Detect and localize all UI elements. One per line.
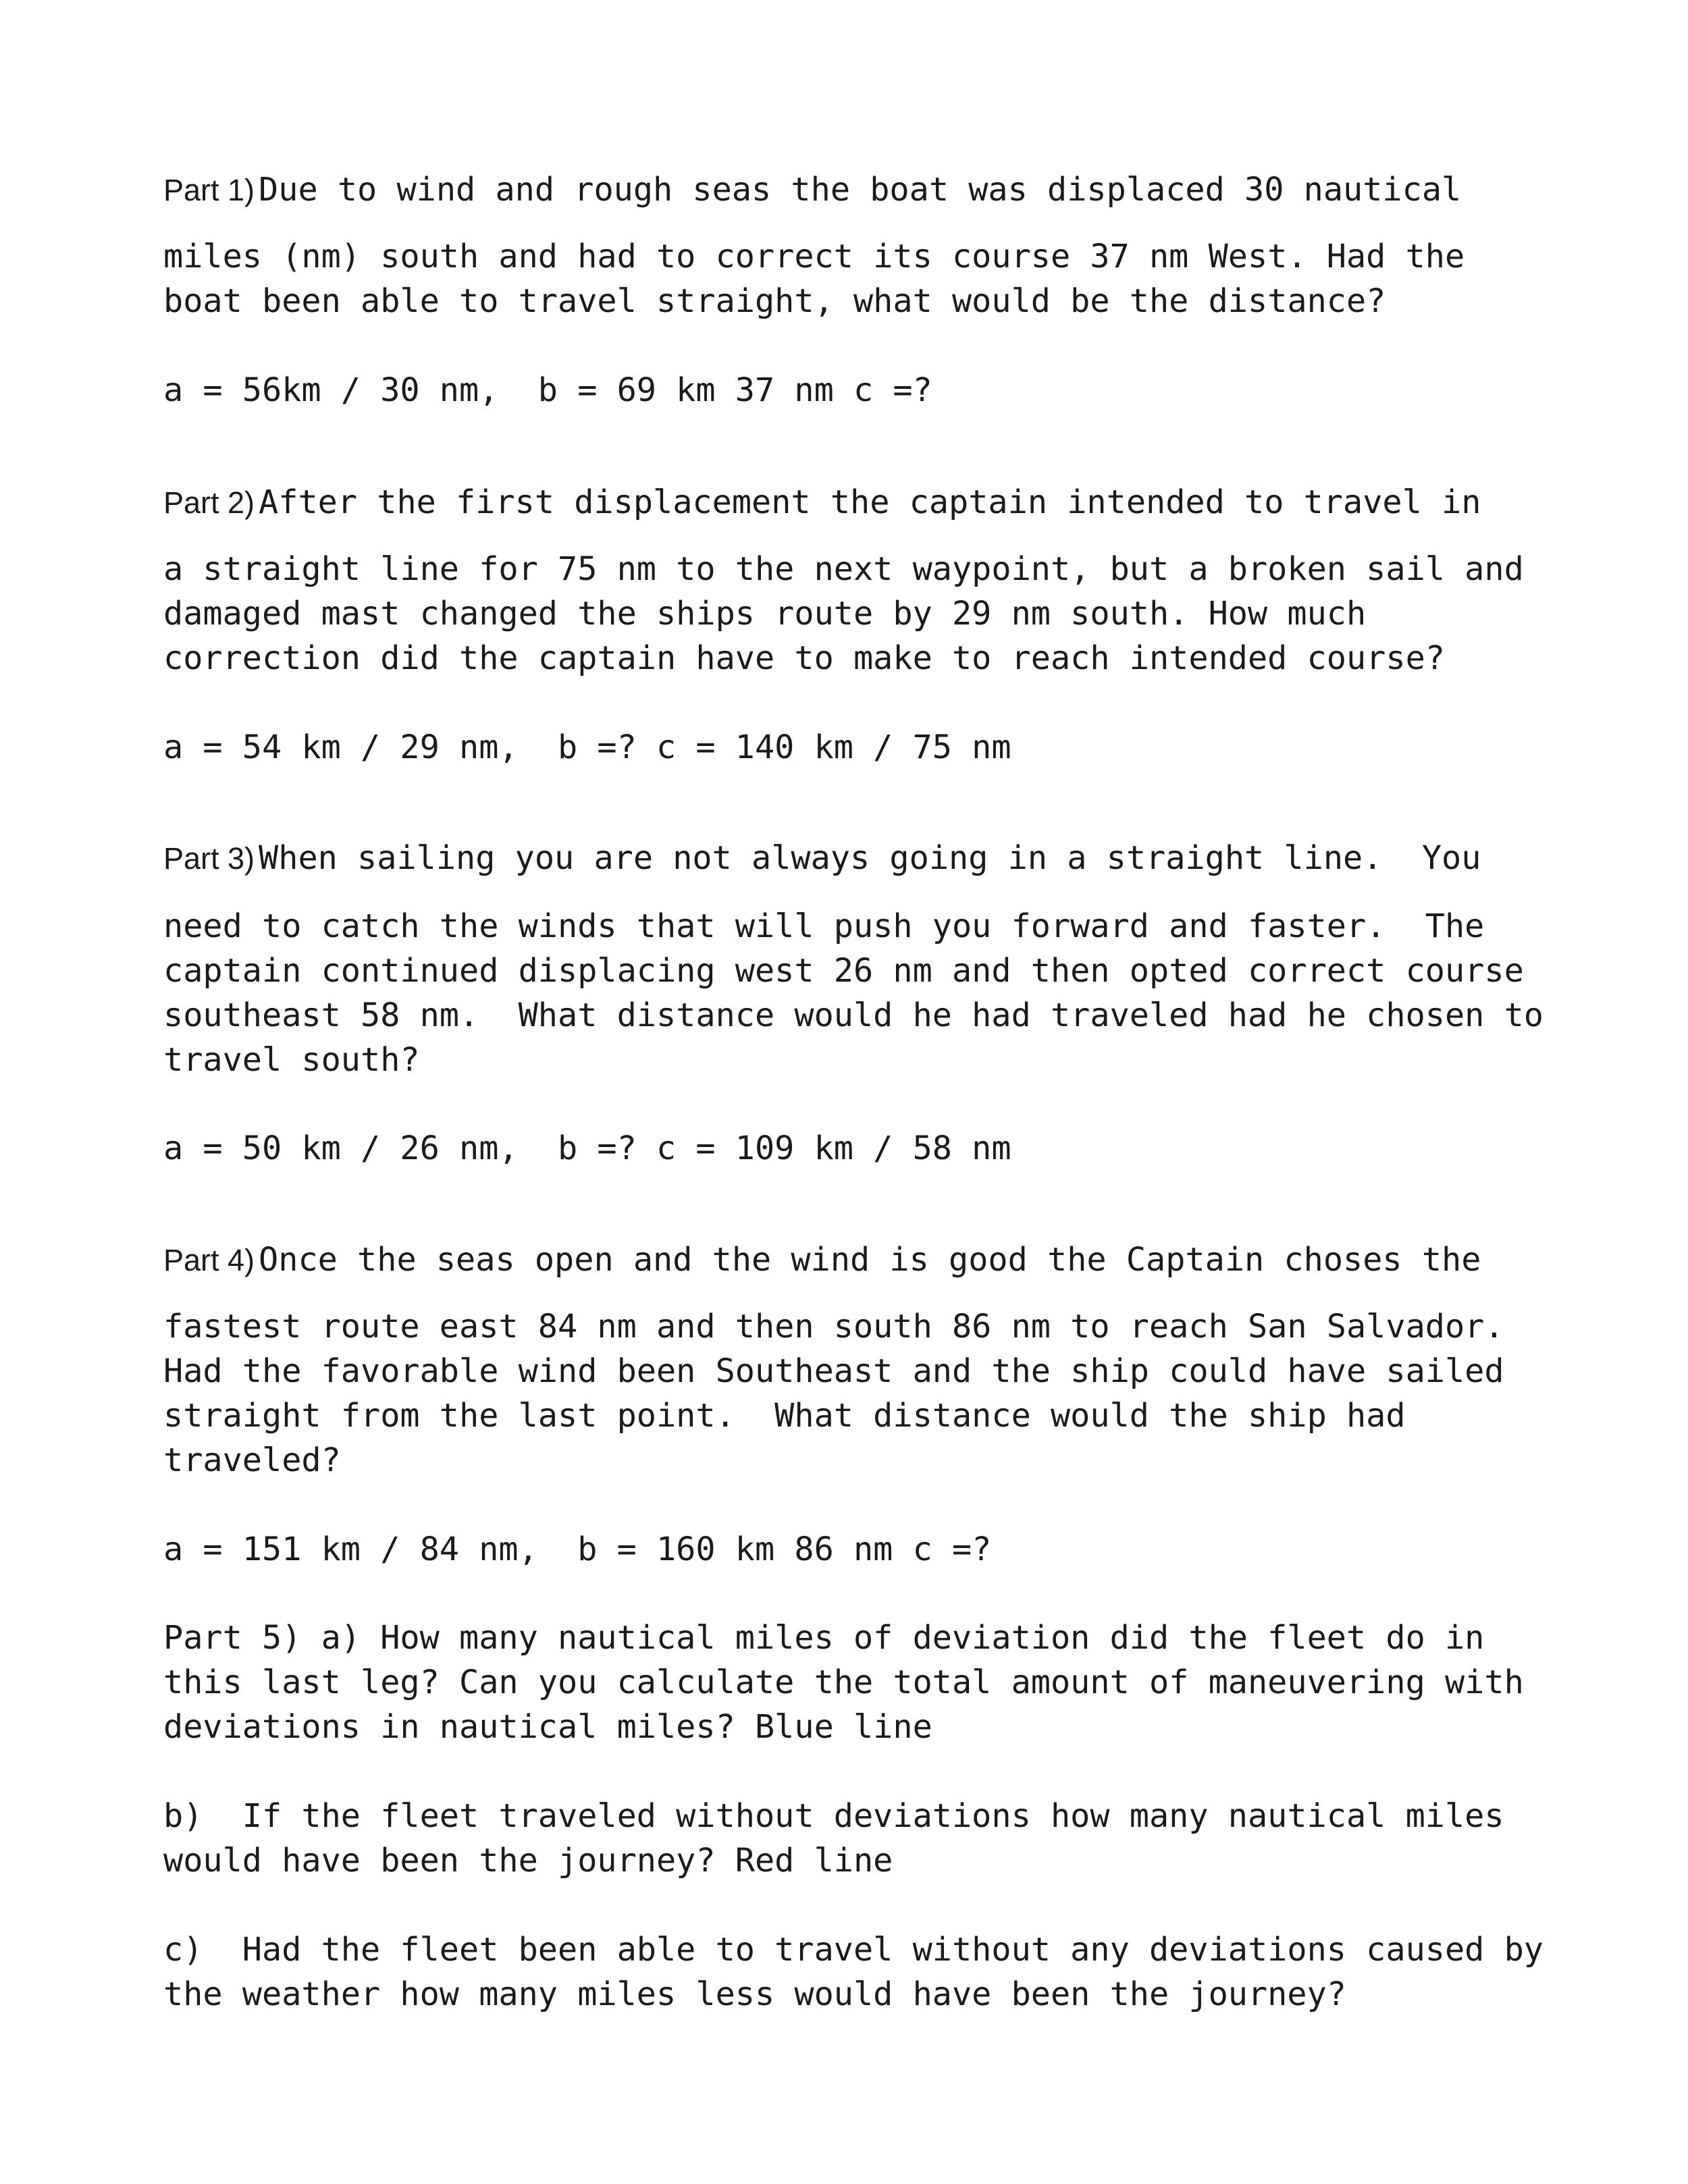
- part4-text-line1: Once the seas open and the wind is good the Captain choses the: [259, 1241, 1481, 1279]
- part4-text-line4: straight from the last point. What distance would the ship had: [163, 1397, 1406, 1435]
- part2-first-line: [163, 480, 1481, 525]
- part3-text-line2: need to catch the winds that will push you forward and faster. The: [163, 907, 1485, 945]
- part2-text-line2: a straight line for 75 nm to the next waypoint, but a broken sail and: [163, 550, 1524, 588]
- part5a-text-line1: Part 5) a) How many nautical miles of deviation did the fleet do in: [163, 1619, 1485, 1657]
- part2-values: a = 54 km / 29 nm, b =? c = 140 km / 75 nm: [163, 728, 1011, 766]
- part3-text-line5: travel south?: [163, 1041, 420, 1079]
- part1-text-line1: Due to wind and rough seas the boat was displaced 30 nautical: [259, 171, 1462, 209]
- part2-label: Part 2): [163, 485, 255, 520]
- part3-text-line1: When sailing you are not always going in a straight line. You: [259, 839, 1481, 877]
- part2-text-line4: correction did the captain have to make to reach intended course?: [163, 639, 1445, 677]
- part4-text-line2: fastest route east 84 nm and then south 86 nm to reach San Salvador.: [163, 1308, 1504, 1346]
- part4-first-line: [163, 1237, 1481, 1283]
- part1-first-line: [163, 167, 1461, 213]
- part1-text-line3: boat been able to travel straight, what would be the distance?: [163, 282, 1386, 320]
- part4-label: Part 4): [163, 1243, 255, 1277]
- part5c-text-line1: c) Had the fleet been able to travel without any deviations caused by: [163, 1931, 1544, 1969]
- part2-text-line1: After the first displacement the captain intended to travel in: [259, 483, 1481, 521]
- part1-label: Part 1): [163, 173, 255, 207]
- part3-text-line3: captain continued displacing west 26 nm and then opted correct course: [163, 952, 1524, 990]
- part4-text-line3: Had the favorable wind been Southeast and the ship could have sailed: [163, 1352, 1504, 1390]
- part4-text-line5: traveled?: [163, 1441, 341, 1479]
- part3-text-line4: southeast 58 nm. What distance would he had traveled had he chosen to: [163, 996, 1544, 1034]
- part3-label: Part 3): [163, 841, 255, 876]
- part5b-text-line1: b) If the fleet traveled without deviations how many nautical miles: [163, 1797, 1504, 1835]
- part1-values: a = 56km / 30 nm, b = 69 km 37 nm c =?: [163, 371, 932, 409]
- part5a-text-line3: deviations in nautical miles? Blue line: [163, 1708, 932, 1746]
- part3-values: a = 50 km / 26 nm, b =? c = 109 km / 58 nm: [163, 1129, 1011, 1167]
- part4-values: a = 151 km / 84 nm, b = 160 km 86 nm c =?: [163, 1530, 992, 1568]
- part2-text-line3: damaged mast changed the ships route by 29 nm south. How much: [163, 595, 1367, 633]
- part5a-text-line2: this last leg? Can you calculate the total amount of maneuvering with: [163, 1663, 1524, 1701]
- part3-first-line: [163, 836, 1481, 881]
- part5b-text-line2: would have been the journey? Red line: [163, 1842, 893, 1880]
- part5c-text-line2: the weather how many miles less would have been the journey?: [163, 1975, 1346, 2013]
- part1-text-line2: miles (nm) south and had to correct its course 37 nm West. Had the: [163, 238, 1465, 275]
